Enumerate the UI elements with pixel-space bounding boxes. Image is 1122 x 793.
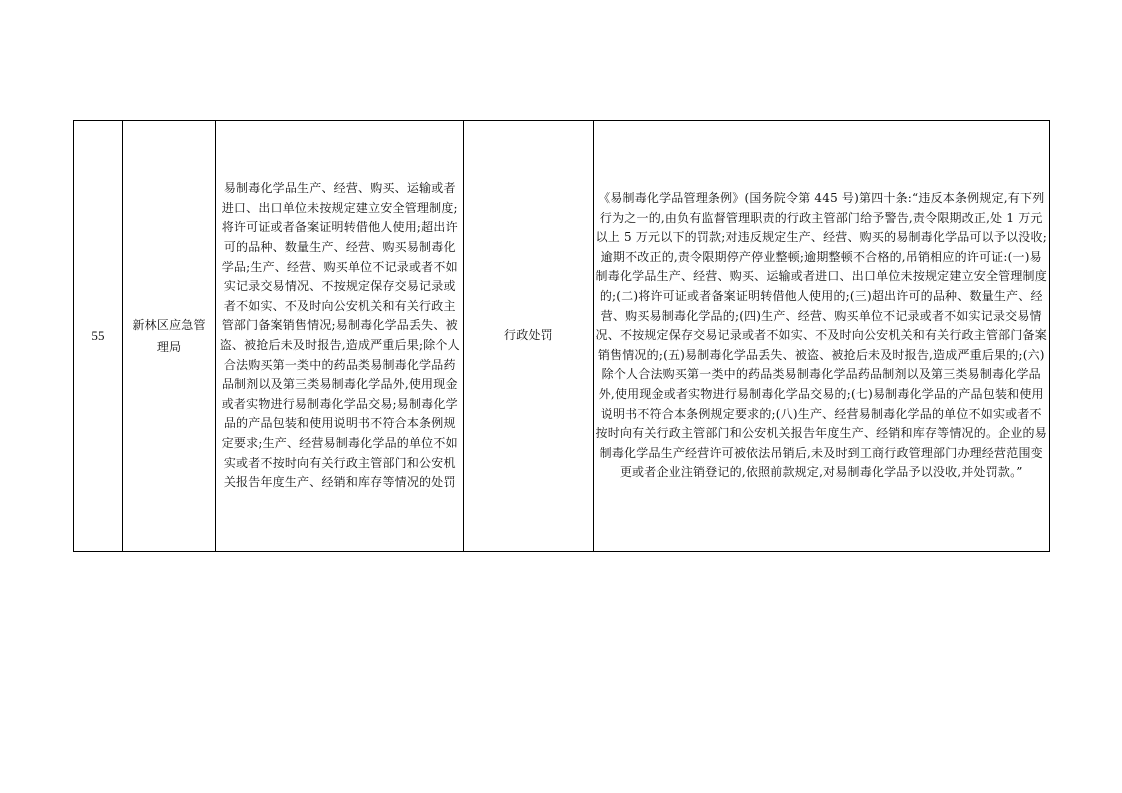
department-cell: [123, 121, 216, 552]
row-number-cell: [74, 121, 123, 552]
row-number: 55: [91, 328, 105, 344]
item-name-cell: [216, 121, 464, 552]
legal-basis-text: 《易制毒化学品管理条例》(国务院令第 445 号)第四十条:“违反本条例规定,有下列行为之一的,由负有监督管理职责的行政主管部门给予警告,责令限期改正,处 1 万元以上 5 万元以下的罚款;对违反规定生产、经营、购买的易制毒化学品可以予以没收;逾期不改正的,责令限期停产停业整顿;逾期整顿不合格的,吊销相应的许可证:(一)易制毒化学品生产、经营、购买、运输或者进口、出口单位未按规定建立安全管理制度的;(二)将许可证或者备案证明转借他人使用的;(三)超出许可的品种、数量生产、经营、购买易制毒化学品的;(四)生产、经营、购买单位不记录或者不如实记录交易情况、不按规定保存交易记录或者不如实、不及时向公安机关和有关行政主管部门备案销售情况的;(五)易制毒化学品丢失、被盗、被抢后未及时报告,造成严重后果的;(六)除个人合法购买第一类中的药品类易制毒化学品药品制剂以及第三类易制毒化学品外,使用现金或者实物进行易制毒化学品交易的;(七)易制毒化学品的产品包装和使用说明书不符合本条例规定要求的;(八)生产、经营易制毒化学品的单位不如实或者不按时向有关行政主管部门和公安机关报告年度生产、经销和库存等情况的。企业的易制毒化学品生产经营许可被依法吊销后,未及时到工商行政管理部门办理经营范围变更或者企业注销登记的,依照前款规定,对易制毒化学品予以没收,并处罚款。”: [595, 191, 1047, 480]
legal-basis-cell: [593, 121, 1049, 552]
power-type: 行政处罚: [504, 328, 553, 343]
table-row: [74, 121, 1050, 552]
item-name: 易制毒化学品生产、经营、购买、运输或者进口、出口单位未按规定建立安全管理制度;将许可证或者备案证明转借他人使用;超出许可的品种、数量生产、经营、购买易制毒化学品;生产、经营、购买单位不记录或者不如实记录交易情况、不按规定保存交易记录或者不如实、不及时向公安机关和有关行政主管部门备案销售情况;易制毒化学品丢失、被盗、被抢后未及时报告,造成严重后果;除个人合法购买第一类中的药品类易制毒化学品药品制剂以及第三类易制毒化学品外,使用现金或者实物进行易制毒化学品交易;易制毒化学品的产品包装和使用说明书不符合本条例规定要求;生产、经营易制毒化学品的单位不如实或者不按时向有关行政主管部门和公安机关报告年度生产、经销和库存等情况的处罚: [219, 181, 460, 490]
power-type-cell: [464, 121, 593, 552]
power-list-table: [73, 120, 1050, 552]
department-name: 新林区应急管理局: [132, 318, 206, 354]
